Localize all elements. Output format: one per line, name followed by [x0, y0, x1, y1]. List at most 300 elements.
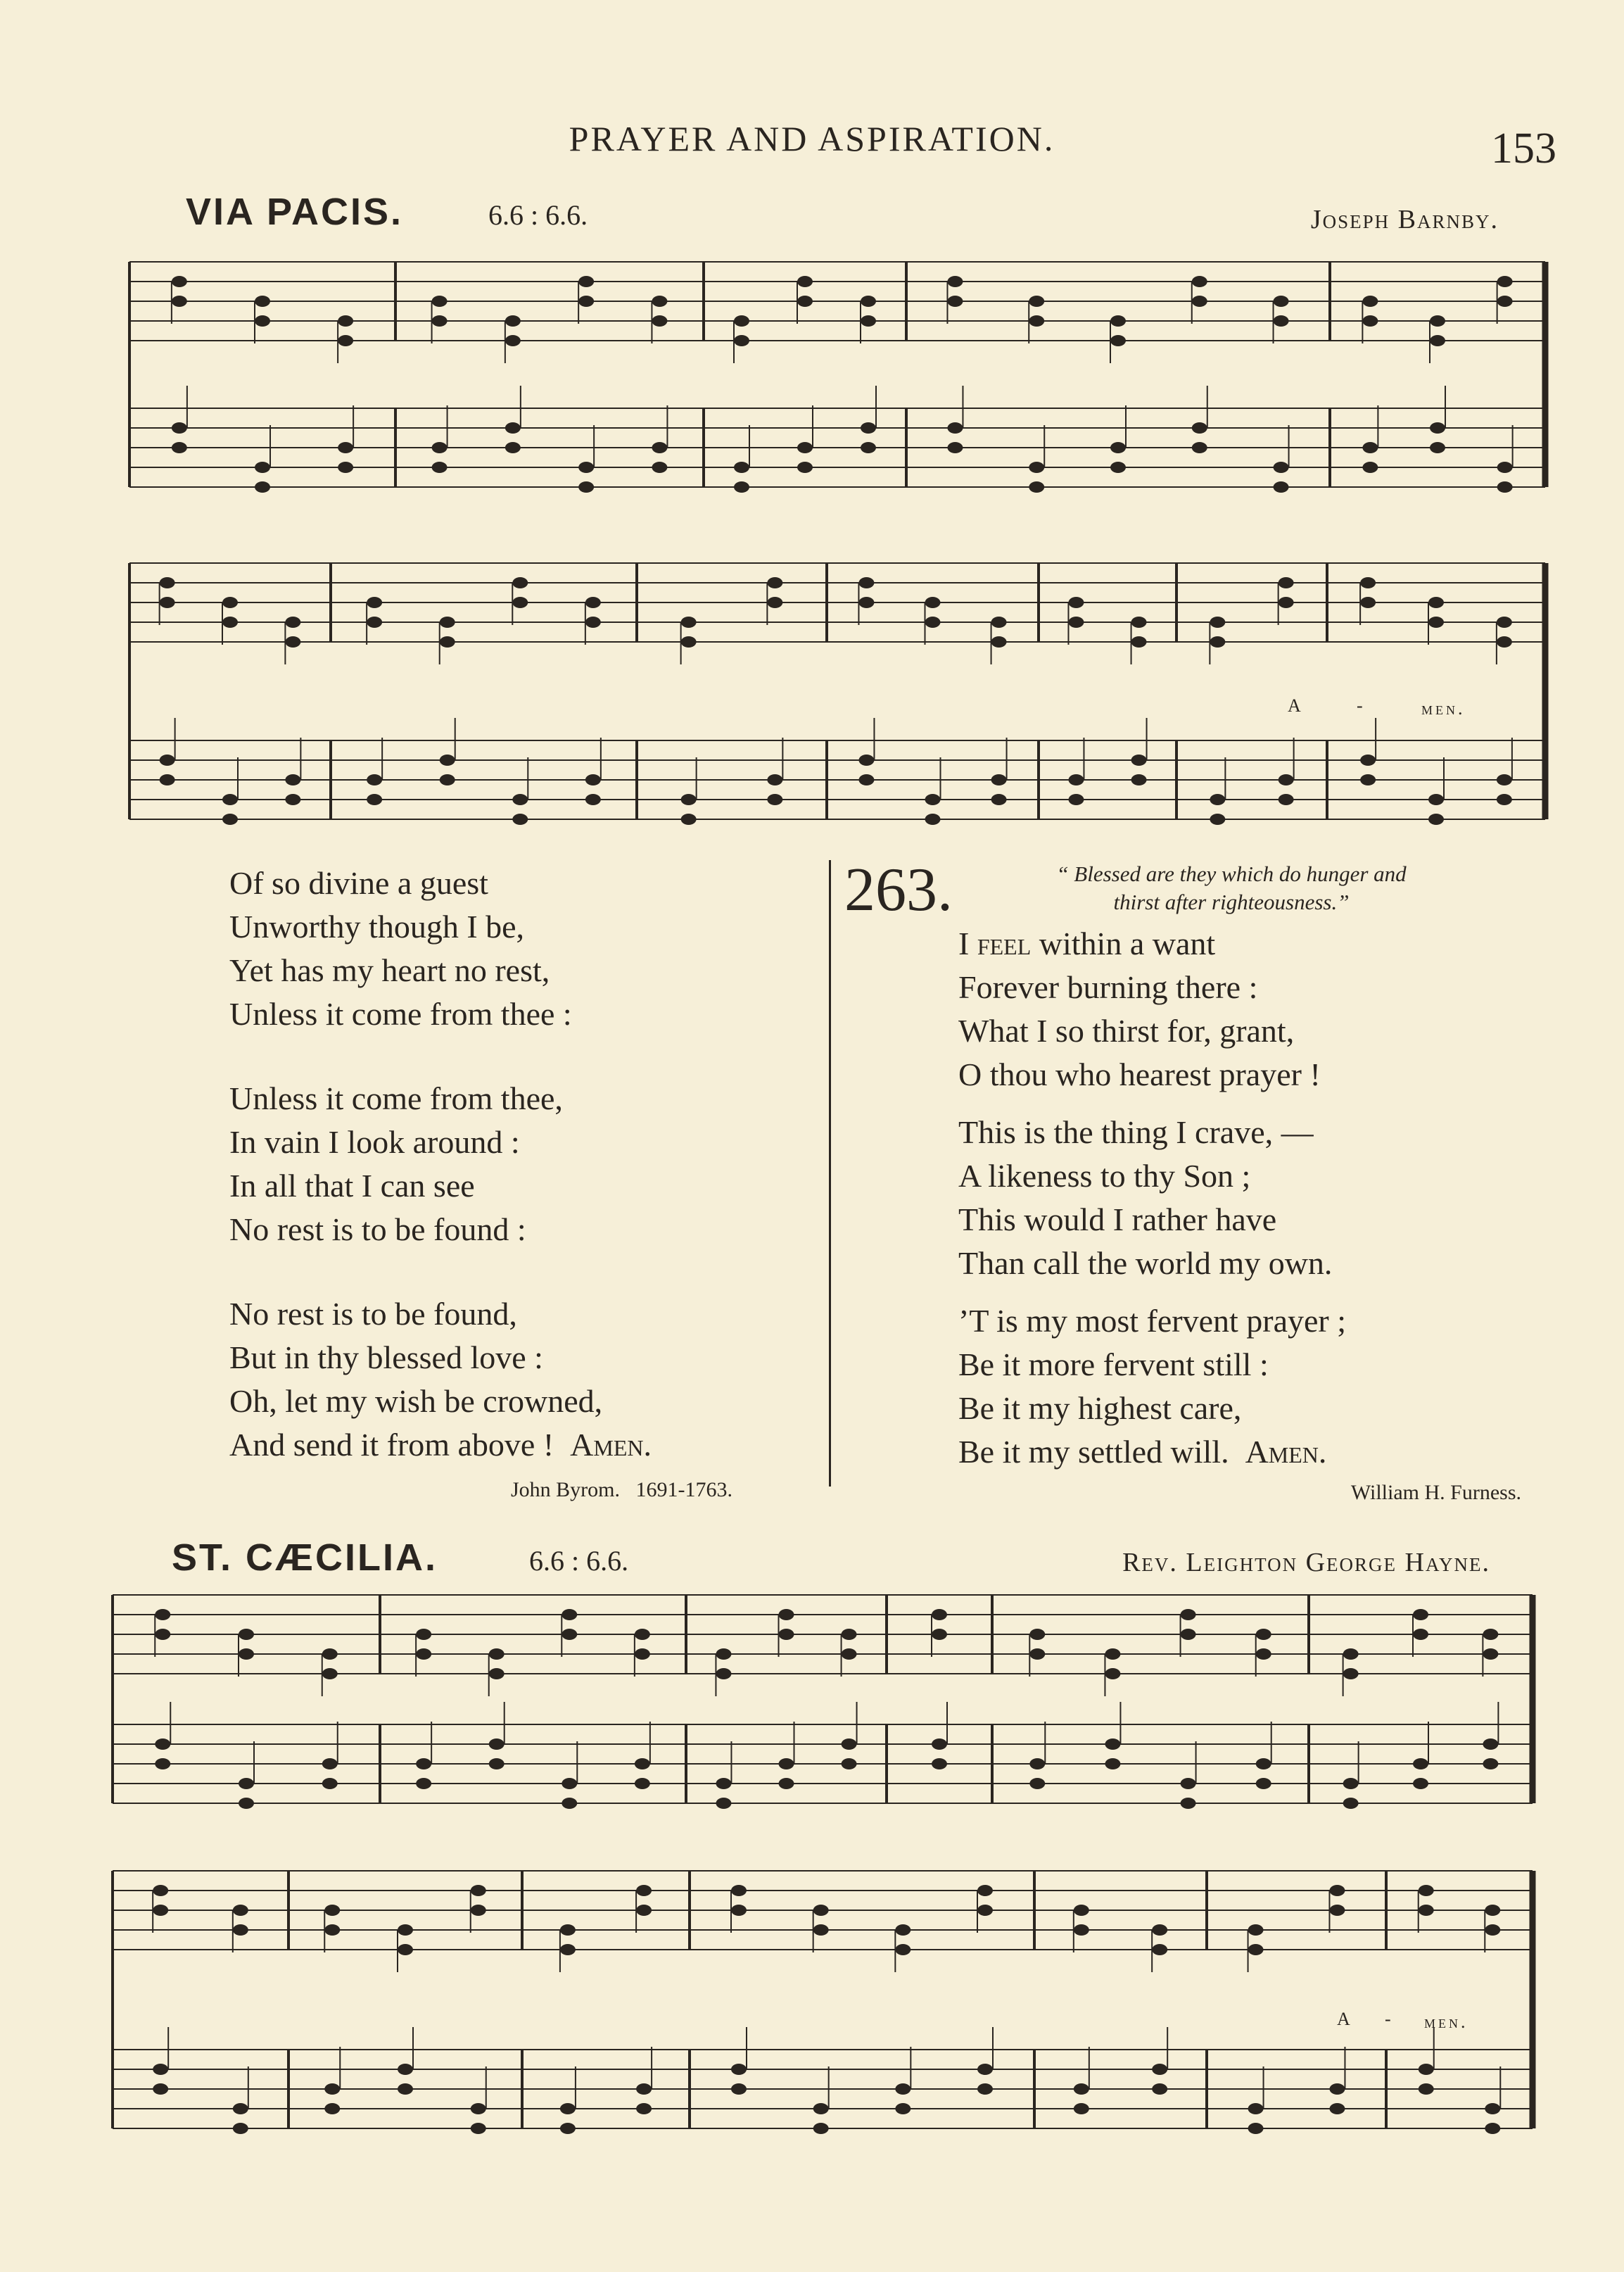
note-head — [797, 462, 813, 473]
note-head — [432, 296, 448, 307]
verse-line: Forever burning there : — [958, 969, 1258, 1005]
note-head — [947, 276, 963, 287]
note-head — [1485, 2123, 1500, 2134]
note-head — [1248, 1924, 1264, 1936]
note-head — [1485, 2103, 1500, 2114]
note-head — [1068, 774, 1084, 785]
note-head — [512, 814, 528, 825]
verse-line: ’T is my most fervent prayer ; — [958, 1303, 1347, 1339]
note-head — [1074, 2083, 1089, 2095]
stanza-1 — [958, 922, 1346, 1097]
note-head — [1210, 617, 1225, 628]
note-head — [155, 1609, 170, 1620]
note-head — [324, 2103, 340, 2114]
verse-line: within a want — [1031, 926, 1216, 961]
note-head — [153, 2064, 168, 2075]
note-head — [797, 442, 813, 453]
note-head — [432, 462, 448, 473]
note-head — [512, 794, 528, 805]
stanza-2 — [958, 1111, 1346, 1285]
note-head — [1274, 481, 1289, 493]
note-head — [1181, 1629, 1196, 1640]
note-head — [1343, 1778, 1359, 1789]
note-head — [636, 1885, 652, 1896]
note-head — [1152, 2083, 1167, 2095]
note-head — [947, 442, 963, 453]
note-head — [1192, 442, 1207, 453]
note-head — [505, 442, 521, 453]
note-head — [797, 296, 813, 307]
note-head — [925, 814, 941, 825]
note-head — [734, 315, 749, 327]
note-head — [858, 755, 874, 766]
note-head — [489, 1648, 505, 1660]
note-head — [1428, 597, 1444, 608]
verse-line: No rest is to be found, — [229, 1296, 517, 1332]
note-head — [255, 315, 270, 327]
note-head — [1329, 2103, 1345, 2114]
note-head — [1279, 577, 1294, 588]
note-head — [1419, 1885, 1434, 1896]
note-head — [585, 597, 601, 608]
note-head — [338, 442, 353, 453]
note-head — [1279, 597, 1294, 608]
note-head — [1029, 1629, 1045, 1640]
tune-title-st-caecilia: ST. CÆCILIA. — [172, 1536, 438, 1579]
note-head — [1105, 1758, 1120, 1769]
note-head — [562, 1798, 577, 1809]
note-head — [716, 1778, 731, 1789]
note-head — [1483, 1758, 1498, 1769]
note-head — [652, 442, 667, 453]
note-head — [338, 335, 353, 346]
note-head — [398, 2064, 413, 2075]
note-head — [767, 774, 782, 785]
note-head — [1256, 1778, 1271, 1789]
note-head — [734, 335, 749, 346]
note-head — [1362, 315, 1378, 327]
note-head — [239, 1778, 254, 1789]
note-head — [367, 794, 382, 805]
author-john-byrom — [511, 1478, 732, 1502]
note-head — [1485, 1924, 1500, 1936]
note-head — [160, 577, 175, 588]
note-head — [471, 1905, 486, 1916]
stanza-2 — [229, 1077, 652, 1251]
note-head — [813, 2103, 829, 2114]
note-head — [1181, 1798, 1196, 1809]
tune-meter-via-pacis: 6.6 : 6.6. — [488, 199, 588, 231]
note-head — [489, 1738, 505, 1750]
note-head — [1274, 462, 1289, 473]
note-head — [324, 1924, 340, 1936]
note-head — [1343, 1798, 1359, 1809]
note-head — [779, 1758, 794, 1769]
note-head — [1248, 2123, 1264, 2134]
note-head — [1483, 1629, 1498, 1640]
note-head — [1483, 1648, 1498, 1660]
note-head — [925, 597, 941, 608]
note-head — [367, 597, 382, 608]
verse-line: What I so thirst for, grant, — [958, 1013, 1295, 1049]
epigraph-line: “ Blessed are they which do hunger and — [1056, 862, 1407, 886]
note-head — [767, 597, 782, 608]
hymn-epigraph — [985, 860, 1478, 916]
note-head — [578, 481, 594, 493]
note-head — [338, 462, 353, 473]
epigraph-line: thirst after righteousness.” — [1113, 890, 1350, 914]
note-head — [1428, 617, 1444, 628]
note-head — [932, 1738, 947, 1750]
note-head — [505, 335, 521, 346]
note-head — [560, 2103, 576, 2114]
note-head — [652, 462, 667, 473]
tune-title-via-pacis: VIA PACIS. — [186, 191, 404, 233]
note-head — [1413, 1778, 1428, 1789]
note-head — [947, 296, 963, 307]
note-head — [1419, 1905, 1434, 1916]
hymn-number: 263. — [844, 856, 953, 924]
note-head — [1105, 1648, 1120, 1660]
note-head — [1343, 1648, 1359, 1660]
note-head — [1430, 442, 1445, 453]
note-head — [471, 2103, 486, 2114]
note-head — [489, 1668, 505, 1679]
note-head — [562, 1629, 577, 1640]
note-head — [895, 2103, 911, 2114]
note-head — [440, 755, 455, 766]
note-head — [160, 774, 175, 785]
note-head — [489, 1758, 505, 1769]
note-head — [285, 617, 300, 628]
note-head — [1068, 794, 1084, 805]
note-head — [512, 597, 528, 608]
note-head — [233, 1924, 248, 1936]
verse-line: Be it more fervent still : — [958, 1346, 1269, 1382]
note-head — [416, 1648, 431, 1660]
note-head — [155, 1629, 170, 1640]
amen-hyphen: - — [1385, 2009, 1394, 2029]
note-head — [636, 2103, 652, 2114]
note-head — [1428, 794, 1444, 805]
note-head — [338, 315, 353, 327]
note-head — [578, 276, 594, 287]
note-head — [322, 1648, 338, 1660]
note-head — [233, 1905, 248, 1916]
note-head — [734, 481, 749, 493]
note-head — [681, 814, 697, 825]
note-head — [1152, 2064, 1167, 2075]
tune-composer-st-caecilia: Rev. Leighton George Hayne. — [1122, 1548, 1490, 1577]
tune-composer-via-pacis: Joseph Barnby. — [1310, 205, 1499, 234]
note-head — [767, 794, 782, 805]
note-head — [416, 1778, 431, 1789]
note-head — [1360, 755, 1376, 766]
note-head — [1029, 462, 1044, 473]
note-head — [1497, 774, 1512, 785]
note-head — [1413, 1629, 1428, 1640]
note-head — [285, 794, 300, 805]
note-head — [681, 794, 697, 805]
hymn-previous-verses — [229, 862, 652, 1467]
note-head — [861, 296, 876, 307]
note-head — [1110, 315, 1126, 327]
note-head — [932, 1609, 947, 1620]
note-head — [512, 577, 528, 588]
note-head — [813, 2123, 829, 2134]
note-head — [255, 481, 270, 493]
note-head — [322, 1758, 338, 1769]
amen-syllable-a: A — [1288, 695, 1304, 716]
note-head — [1131, 636, 1147, 648]
note-head — [585, 794, 601, 805]
note-head — [1210, 636, 1225, 648]
note-head — [1131, 755, 1147, 766]
verse-line: Than call the world my own. — [958, 1245, 1333, 1281]
amen-hyphen: - — [1357, 695, 1366, 716]
note-head — [222, 814, 238, 825]
note-head — [322, 1778, 338, 1789]
note-head — [585, 774, 601, 785]
note-head — [1413, 1758, 1428, 1769]
note-head — [1329, 2083, 1345, 2095]
note-head — [471, 2123, 486, 2134]
note-head — [1110, 462, 1126, 473]
note-head — [160, 597, 175, 608]
note-head — [1419, 2064, 1434, 2075]
note-head — [1110, 442, 1126, 453]
note-head — [895, 1924, 911, 1936]
note-head — [813, 1924, 829, 1936]
note-head — [635, 1629, 650, 1640]
note-head — [1362, 462, 1378, 473]
note-head — [1074, 1924, 1089, 1936]
tune-meter-st-caecilia: 6.6 : 6.6. — [529, 1545, 629, 1577]
note-head — [1497, 794, 1512, 805]
note-head — [578, 462, 594, 473]
note-head — [172, 296, 187, 307]
note-head — [895, 1944, 911, 1955]
note-head — [1152, 1924, 1167, 1936]
note-head — [681, 617, 697, 628]
note-head — [1362, 442, 1378, 453]
note-head — [432, 442, 448, 453]
verse-line: Of so divine a guest — [229, 865, 488, 901]
amen-syllable-a: A — [1337, 2009, 1353, 2029]
note-head — [895, 2083, 911, 2095]
note-head — [1074, 1905, 1089, 1916]
note-head — [731, 1905, 747, 1916]
note-head — [1413, 1609, 1428, 1620]
note-head — [1029, 1778, 1045, 1789]
note-head — [1110, 335, 1126, 346]
note-head — [562, 1609, 577, 1620]
note-head — [1430, 315, 1445, 327]
note-head — [324, 2083, 340, 2095]
note-head — [925, 617, 941, 628]
verse-line: Be it my highest care, — [958, 1390, 1242, 1426]
note-head — [842, 1648, 857, 1660]
note-head — [731, 1885, 747, 1896]
author-dates: 1691-1763. — [635, 1478, 733, 1501]
note-head — [1360, 577, 1376, 588]
note-head — [861, 442, 876, 453]
note-head — [471, 1885, 486, 1896]
note-head — [858, 597, 874, 608]
note-head — [1105, 1668, 1120, 1679]
stanza-3 — [229, 1292, 652, 1467]
verse-line: Yet has my heart no rest, — [229, 952, 550, 988]
note-head — [1210, 814, 1225, 825]
note-head — [255, 296, 270, 307]
verse-line: In vain I look around : — [229, 1124, 520, 1160]
note-head — [636, 1905, 652, 1916]
note-head — [1210, 794, 1225, 805]
note-head — [324, 1905, 340, 1916]
verse-line: O thou who hearest prayer ! — [958, 1056, 1321, 1092]
note-head — [1029, 296, 1044, 307]
verse-line: In all that I can see — [229, 1168, 475, 1204]
note-head — [1181, 1609, 1196, 1620]
column-divider — [829, 860, 831, 1487]
note-head — [636, 2083, 652, 2095]
note-head — [947, 422, 963, 434]
note-head — [1105, 1738, 1120, 1750]
verse-line: No rest is to be found : — [229, 1211, 526, 1247]
note-head — [842, 1758, 857, 1769]
note-head — [858, 774, 874, 785]
note-head — [153, 1905, 168, 1916]
verse-line: This would I rather have — [958, 1201, 1277, 1237]
note-head — [1362, 296, 1378, 307]
hymn-263-verses — [958, 922, 1346, 1474]
note-head — [1360, 774, 1376, 785]
note-head — [285, 774, 300, 785]
note-head — [1029, 1648, 1045, 1660]
note-head — [398, 1944, 413, 1955]
note-head — [322, 1668, 338, 1679]
note-head — [767, 577, 782, 588]
note-head — [285, 636, 300, 648]
note-head — [239, 1798, 254, 1809]
note-head — [797, 276, 813, 287]
note-head — [440, 636, 455, 648]
note-head — [1360, 597, 1376, 608]
verse-line: And send it from above ! — [229, 1427, 554, 1463]
note-head — [172, 442, 187, 453]
note-head — [562, 1778, 577, 1789]
note-head — [991, 636, 1007, 648]
note-head — [1428, 814, 1444, 825]
note-head — [1329, 1905, 1345, 1916]
amen-syllable-men: men. — [1424, 2012, 1468, 2032]
note-head — [398, 1924, 413, 1936]
note-head — [1279, 794, 1294, 805]
note-head — [239, 1648, 254, 1660]
note-head — [1497, 462, 1513, 473]
amen-word: Amen. — [1245, 1434, 1327, 1470]
stanza-3 — [958, 1299, 1346, 1474]
amen-syllable-men: men. — [1421, 698, 1466, 719]
note-head — [1131, 617, 1147, 628]
note-head — [1074, 2103, 1089, 2114]
note-head — [1274, 315, 1289, 327]
note-head — [440, 617, 455, 628]
note-head — [635, 1648, 650, 1660]
note-head — [925, 794, 941, 805]
note-head — [635, 1758, 650, 1769]
verse-line: A likeness to thy Son ; — [958, 1158, 1251, 1194]
note-head — [153, 2083, 168, 2095]
verse-line: Unworthy though I be, — [229, 909, 525, 945]
note-head — [779, 1609, 794, 1620]
note-head — [1497, 617, 1512, 628]
note-head — [1192, 422, 1207, 434]
note-head — [779, 1778, 794, 1789]
note-head — [977, 2083, 993, 2095]
note-head — [731, 2083, 747, 2095]
note-head — [932, 1629, 947, 1640]
note-head — [239, 1629, 254, 1640]
note-head — [1485, 1905, 1500, 1916]
note-head — [233, 2103, 248, 2114]
note-head — [172, 422, 187, 434]
note-head — [991, 794, 1007, 805]
note-head — [1256, 1648, 1271, 1660]
note-head — [560, 1924, 576, 1936]
author-name: John Byrom. — [511, 1478, 621, 1501]
note-head — [1497, 636, 1512, 648]
note-head — [560, 1944, 576, 1955]
note-head — [1419, 2083, 1434, 2095]
note-head — [1430, 422, 1445, 434]
note-head — [432, 315, 448, 327]
note-head — [1256, 1629, 1271, 1640]
note-head — [505, 315, 521, 327]
note-head — [160, 755, 175, 766]
note-head — [416, 1758, 431, 1769]
note-head — [172, 276, 187, 287]
note-head — [1497, 296, 1513, 307]
note-head — [367, 774, 382, 785]
note-head — [977, 2064, 993, 2075]
note-head — [731, 2064, 747, 2075]
note-head — [560, 2123, 576, 2134]
note-head — [440, 774, 455, 785]
note-head — [222, 617, 238, 628]
note-head — [1029, 481, 1044, 493]
note-head — [153, 1885, 168, 1896]
note-head — [1248, 2103, 1264, 2114]
note-head — [1029, 315, 1044, 327]
note-head — [1029, 1758, 1045, 1769]
note-head — [1483, 1738, 1498, 1750]
verse-line: Unless it come from thee : — [229, 996, 572, 1032]
note-head — [734, 462, 749, 473]
verse-line: But in thy blessed love : — [229, 1339, 543, 1375]
note-head — [716, 1798, 731, 1809]
note-head — [861, 315, 876, 327]
verse-line: Be it my settled will. — [958, 1434, 1229, 1470]
author-furness: William H. Furness. — [1350, 1481, 1521, 1504]
note-head — [222, 794, 238, 805]
note-head — [1497, 481, 1513, 493]
amen-word: Amen. — [570, 1427, 652, 1463]
note-head — [578, 296, 594, 307]
note-head — [635, 1778, 650, 1789]
note-head — [716, 1668, 731, 1679]
note-head — [1329, 1885, 1345, 1896]
